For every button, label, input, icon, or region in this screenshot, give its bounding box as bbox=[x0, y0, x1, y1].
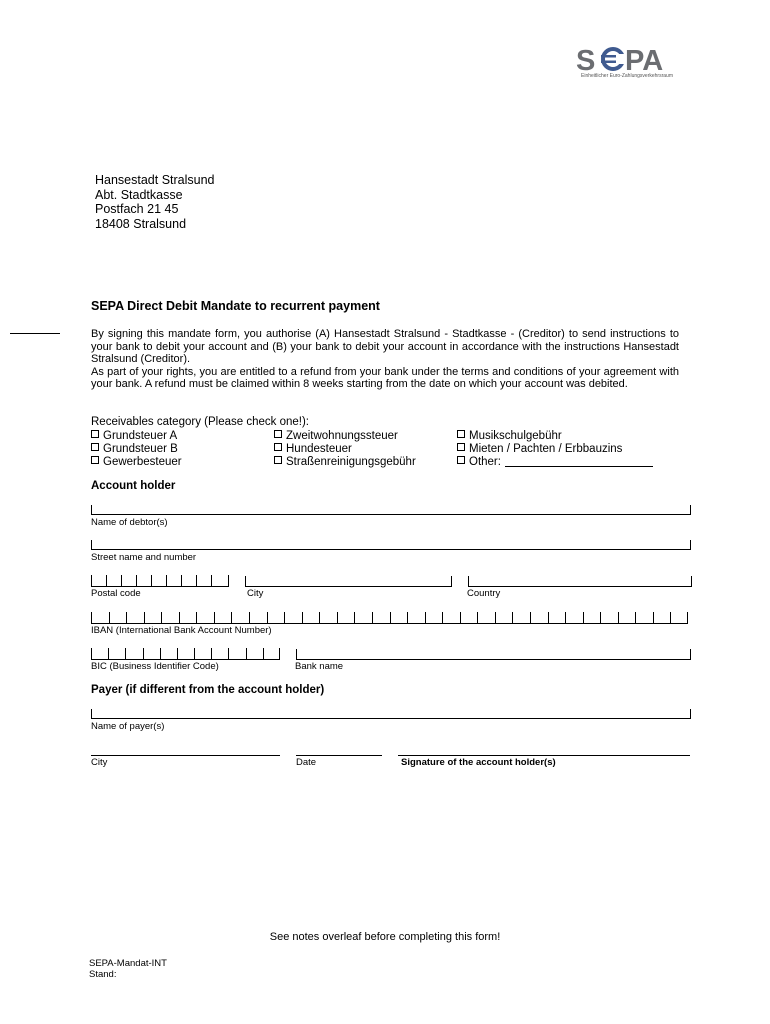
form-footer bbox=[89, 958, 167, 980]
checkbox-label: Hundesteuer bbox=[286, 443, 352, 455]
address-line: Hansestadt Stralsund bbox=[95, 173, 215, 187]
date-label: Date bbox=[296, 757, 317, 768]
payer-city-field[interactable] bbox=[91, 755, 280, 756]
payer-heading: Payer (if different from the account holder) bbox=[91, 684, 325, 696]
debtor-name-label: Name of debtor(s) bbox=[91, 517, 168, 528]
signature-label: Signature of the account holder(s) bbox=[401, 757, 556, 768]
checkbox-icon[interactable] bbox=[457, 443, 465, 451]
checkbox-hundesteuer[interactable] bbox=[274, 443, 352, 455]
sepa-logo-mark bbox=[570, 45, 685, 73]
form-id: SEPA-Mandat-INT bbox=[89, 958, 167, 969]
svg-text:PA: PA bbox=[625, 45, 664, 73]
checkbox-icon[interactable] bbox=[274, 443, 282, 451]
checkbox-grundsteuer-b[interactable] bbox=[91, 443, 178, 455]
mandate-paragraph: By signing this mandate form, you authorise (A) Hansestadt Stralsund - Stadtkasse - (Creditor) to send instructions to your bank to debit your account and (B) your bank to debit your account in accordance with the instructions Hansestadt Stralsund (Creditor). bbox=[91, 328, 679, 366]
iban-field[interactable] bbox=[91, 612, 688, 624]
date-field[interactable] bbox=[296, 755, 382, 756]
bank-name-label: Bank name bbox=[295, 661, 344, 672]
address-line: 18408 Stralsund bbox=[95, 216, 187, 231]
checkbox-strassenreinigung[interactable] bbox=[274, 456, 416, 468]
sepa-logo bbox=[570, 45, 685, 87]
other-input-line[interactable] bbox=[505, 466, 653, 467]
form-stand: Stand: bbox=[89, 969, 117, 980]
address-line: Postfach 21 45 bbox=[95, 202, 179, 216]
street-label: Street name and number bbox=[91, 552, 197, 563]
overleaf-note: See notes overleaf before completing this form! bbox=[269, 931, 501, 943]
mandate-paragraph: As part of your rights, you are entitled to a refund from your bank under the terms and conditions of your agreement with your bank. A refund must be claimed within 8 weeks starting from the date on which your account was debited. bbox=[91, 365, 679, 391]
city-label: City bbox=[247, 588, 264, 599]
checkbox-zweitwohnungssteuer[interactable] bbox=[274, 430, 398, 442]
checkbox-label: Gewerbesteuer bbox=[103, 456, 182, 468]
category-heading: Receivables category (Please check one!): bbox=[91, 416, 309, 428]
account-holder-heading: Account holder bbox=[91, 480, 176, 492]
checkbox-label: Mieten / Pachten / Erbbauzins bbox=[469, 443, 623, 455]
city-field[interactable] bbox=[245, 576, 452, 587]
payer-name-label: Name of payer(s) bbox=[91, 721, 165, 732]
country-field[interactable] bbox=[468, 576, 692, 587]
checkbox-other[interactable] bbox=[457, 456, 653, 468]
checkbox-label: Grundsteuer B bbox=[103, 443, 178, 455]
svg-text:S: S bbox=[576, 45, 596, 73]
checkbox-icon[interactable] bbox=[457, 456, 465, 464]
country-label: Country bbox=[467, 588, 501, 599]
mandate-text bbox=[91, 328, 679, 391]
address-line: Abt. Stadtkasse bbox=[95, 187, 183, 202]
signature-field[interactable] bbox=[398, 755, 690, 756]
checkbox-musikschule[interactable] bbox=[457, 430, 562, 442]
checkbox-icon[interactable] bbox=[91, 443, 99, 451]
postal-code-label: Postal code bbox=[91, 588, 141, 599]
bank-name-field[interactable] bbox=[296, 649, 691, 660]
bic-label: BIC (Business Identifier Code) bbox=[91, 661, 219, 672]
checkbox-icon[interactable] bbox=[91, 456, 99, 464]
checkbox-label: Zweitwohnungssteuer bbox=[286, 430, 398, 442]
checkbox-label: Grundsteuer A bbox=[103, 430, 178, 442]
checkbox-label: Straßenreinigungsgebühr bbox=[286, 456, 416, 468]
checkbox-icon[interactable] bbox=[91, 430, 99, 438]
checkbox-gewerbesteuer[interactable] bbox=[91, 456, 182, 468]
creditor-address bbox=[95, 173, 215, 231]
fold-mark bbox=[10, 333, 60, 334]
checkbox-label: Other: bbox=[469, 456, 501, 468]
checkbox-icon[interactable] bbox=[274, 456, 282, 464]
payer-city-label: City bbox=[91, 757, 108, 768]
postal-code-field[interactable] bbox=[91, 575, 229, 587]
logo-caption: Einheitlicher Euro-Zahlungsverkehrsraum bbox=[581, 73, 673, 79]
checkbox-label: Musikschulgebühr bbox=[469, 430, 562, 442]
street-field[interactable] bbox=[91, 540, 691, 550]
iban-label: IBAN (International Bank Account Number) bbox=[91, 625, 272, 636]
payer-name-field[interactable] bbox=[91, 709, 691, 719]
checkbox-grundsteuer-a[interactable] bbox=[91, 430, 177, 442]
form-title: SEPA Direct Debit Mandate to recurrent payment bbox=[91, 299, 380, 313]
bic-field[interactable] bbox=[91, 648, 280, 660]
debtor-name-field[interactable] bbox=[91, 505, 691, 515]
checkbox-icon[interactable] bbox=[274, 430, 282, 438]
checkbox-icon[interactable] bbox=[457, 430, 465, 438]
checkbox-mieten[interactable] bbox=[457, 443, 622, 455]
